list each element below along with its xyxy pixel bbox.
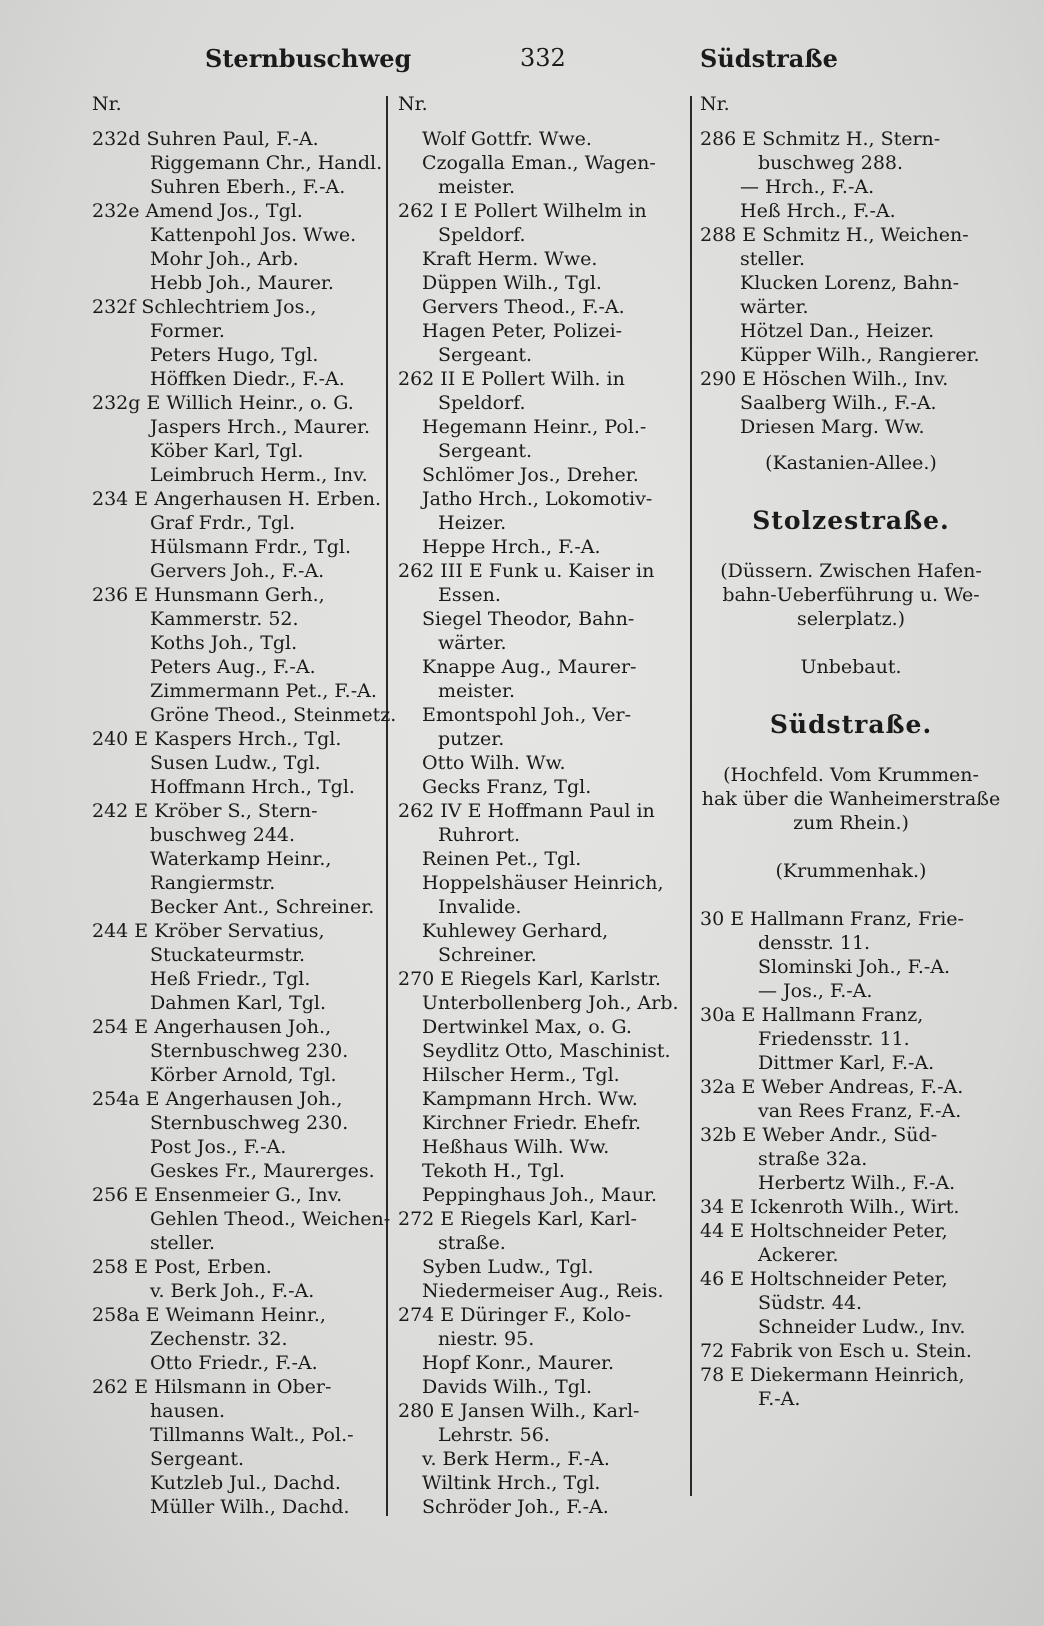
directory-entry-line: Kirchner Friedr. Ehefr.	[422, 1112, 642, 1134]
directory-entry-line: 32b E Weber Andr., Süd-	[700, 1124, 938, 1146]
directory-entry-line: Klucken Lorenz, Bahn-	[740, 272, 960, 294]
directory-entry-line: Kammerstr. 52.	[150, 608, 299, 630]
directory-entry-line: Becker Ant., Schreiner.	[150, 896, 375, 918]
entries-suedstrasse	[700, 907, 1002, 1411]
desc-line: zum Rhein.)	[793, 812, 909, 834]
directory-entry-line: buschweg 244.	[150, 824, 296, 846]
directory-entry-line: Heppe Hrch., F.-A.	[422, 536, 601, 558]
directory-entry-line: 262 III E Funk u. Kaiser in	[398, 560, 655, 582]
directory-entry-line: 272 E Riegels Karl, Karl-	[398, 1208, 637, 1230]
directory-entry-line: 30 E Hallmann Franz, Frie-	[700, 908, 964, 930]
directory-entry-line: Zimmermann Pet., F.-A.	[150, 680, 377, 702]
directory-entry-line: Essen.	[438, 584, 501, 606]
directory-entry-line: Kattenpohl Jos. Wwe.	[150, 224, 357, 246]
directory-entry-line: Jaspers Hrch., Maurer.	[150, 416, 371, 438]
directory-entry-line: Former.	[150, 320, 225, 342]
directory-entry-line: Kutzleb Jul., Dachd.	[150, 1472, 341, 1494]
directory-entry-line: straße 32a.	[758, 1148, 868, 1170]
directory-entry-line: Siegel Theodor, Bahn-	[422, 608, 635, 630]
nr-heading: Nr.	[92, 93, 122, 115]
directory-entry-line: Unterbollenberg Joh., Arb.	[422, 992, 679, 1014]
directory-entry-line: 72 Fabrik von Esch u. Stein.	[700, 1340, 972, 1362]
directory-entry-line: Saalberg Wilh., F.-A.	[740, 392, 937, 414]
directory-entry-line: Speldorf.	[438, 392, 526, 414]
directory-entry-line: Gervers Theod., F.-A.	[422, 296, 625, 318]
directory-entry-line: v. Berk Herm., F.-A.	[422, 1448, 610, 1470]
directory-entry-line: Hoffmann Hrch., Tgl.	[150, 776, 355, 798]
directory-entry-line: 234 E Angerhausen H. Erben.	[92, 488, 382, 510]
directory-entry-line: meister.	[438, 680, 516, 702]
directory-entry-line: Hebb Joh., Maurer.	[150, 272, 334, 294]
directory-entry-line: Invalide.	[438, 896, 522, 918]
directory-entry-line: Sternbuschweg 230.	[150, 1112, 349, 1134]
directory-entry-line: Gervers Joh., F.-A.	[150, 560, 325, 582]
directory-entry-line: Riggemann Chr., Handl.	[150, 152, 383, 174]
directory-entry-line: Czogalla Eman., Wagen-	[422, 152, 656, 174]
directory-entry-line: Ruhrort.	[438, 824, 521, 846]
directory-entry-line: Kuhlewey Gerhard,	[422, 920, 609, 942]
entries-sternbuschweg	[700, 127, 1002, 439]
directory-entry-line: Otto Wilh. Ww.	[422, 752, 566, 774]
directory-entry-line: Gehlen Theod., Weichen-	[150, 1208, 391, 1230]
directory-entry-line: Mohr Joh., Arb.	[150, 248, 299, 270]
directory-entry-line: Lehrstr. 56.	[438, 1424, 550, 1446]
directory-entry-line: — Jos., F.-A.	[758, 980, 873, 1002]
directory-entry-line: 30a E Hallmann Franz,	[700, 1004, 924, 1026]
directory-entry-line: straße.	[438, 1232, 506, 1254]
section-title-stolzestrasse: Stolzestraße.	[752, 506, 950, 535]
directory-entry-line: Wolf Gottfr. Wwe.	[422, 128, 592, 150]
nr-heading: Nr.	[398, 93, 428, 115]
nr-heading: Nr.	[700, 93, 730, 115]
directory-entry-line: 32a E Weber Andreas, F.-A.	[700, 1076, 964, 1098]
directory-entry-line: Friedensstr. 11.	[758, 1028, 910, 1050]
directory-entry-line: Zechenstr. 32.	[150, 1328, 288, 1350]
directory-entry-line: Suhren Eberh., F.-A.	[150, 176, 346, 198]
directory-entry-line: Dittmer Karl, F.-A.	[758, 1052, 935, 1074]
directory-entry-line: Peters Aug., F.-A.	[150, 656, 316, 678]
directory-entry-line: Stuckateurmstr.	[150, 944, 306, 966]
directory-entry-line: Schröder Joh., F.-A.	[422, 1496, 609, 1518]
directory-entry-line: steller.	[740, 248, 806, 270]
directory-entry-line: 44 E Holtschneider Peter,	[700, 1220, 948, 1242]
directory-entry-line: Hagen Peter, Polizei-	[422, 320, 623, 342]
running-head-left: Sternbuschweg	[205, 44, 412, 73]
directory-entry-line: Hötzel Dan., Heizer.	[740, 320, 935, 342]
directory-entry-line: Sergeant.	[438, 440, 532, 462]
desc-line: selerplatz.)	[796, 608, 906, 630]
directory-entry-line: 288 E Schmitz H., Weichen-	[700, 224, 969, 246]
directory-entry-line: Leimbruch Herm., Inv.	[150, 464, 368, 486]
directory-entry-line: 236 E Hunsmann Gerh.,	[92, 584, 325, 606]
directory-entry-line: — Hrch., F.-A.	[740, 176, 875, 198]
directory-entry-line: meister.	[438, 176, 516, 198]
directory-entry-line: Speldorf.	[438, 224, 526, 246]
directory-entry-line: densstr. 11.	[758, 932, 871, 954]
directory-entry-line: Höffken Diedr., F.-A.	[150, 368, 345, 390]
directory-entry-line: Geskes Fr., Maurerges.	[150, 1160, 375, 1182]
directory-entry-line: Waterkamp Heinr.,	[150, 848, 332, 870]
directory-entry-line: v. Berk Joh., F.-A.	[150, 1280, 315, 1302]
directory-entry-line: Kraft Herm. Wwe.	[422, 248, 598, 270]
directory-entry-line: 262 I E Pollert Wilhelm in	[398, 200, 647, 222]
directory-entry-line: 262 E Hilsmann in Ober-	[92, 1376, 332, 1398]
directory-entry-line: Gröne Theod., Steinmetz.	[150, 704, 397, 726]
directory-entry-line: Sergeant.	[150, 1448, 244, 1470]
directory-entry-line: Seydlitz Otto, Maschinist.	[422, 1040, 671, 1062]
directory-entry-line: Susen Ludw., Tgl.	[150, 752, 321, 774]
directory-entry-line: Dertwinkel Max, o. G.	[422, 1016, 632, 1038]
directory-entry-line: Schreiner.	[438, 944, 537, 966]
directory-entry-line: wärter.	[740, 296, 809, 318]
directory-entry-line: 274 E Düringer F., Kolo-	[398, 1304, 632, 1326]
directory-entry-line: Körber Arnold, Tgl.	[150, 1064, 337, 1086]
desc-line: hak über die Wanheimerstraße	[701, 788, 1001, 810]
directory-entry-line: Graf Frdr., Tgl.	[150, 512, 296, 534]
directory-entry-line: Tillmanns Walt., Pol.-	[150, 1424, 354, 1446]
directory-entry-line: F.-A.	[758, 1388, 801, 1410]
directory-entry-line: Knappe Aug., Maurer-	[422, 656, 637, 678]
directory-entry-line: steller.	[150, 1232, 216, 1254]
directory-entry-line: Heß Friedr., Tgl.	[150, 968, 311, 990]
directory-entry-line: Herbertz Wilh., F.-A.	[758, 1172, 956, 1194]
directory-entry-line: Kampmann Hrch. Ww.	[422, 1088, 638, 1110]
directory-entry-line: 78 E Diekermann Heinrich,	[700, 1364, 965, 1386]
directory-entry-line: 254a E Angerhausen Joh.,	[92, 1088, 343, 1110]
directory-entry-line: Hilscher Herm., Tgl.	[422, 1064, 620, 1086]
desc-line: (Hochfeld. Vom Krummen-	[723, 764, 979, 786]
directory-entry-line: Emontspohl Joh., Ver-	[422, 704, 632, 726]
directory-entry-line: 232e Amend Jos., Tgl.	[92, 200, 303, 222]
directory-entry-line: Rangiermstr.	[150, 872, 276, 894]
directory-entry-line: Driesen Marg. Ww.	[740, 416, 925, 438]
page-number: 332	[520, 44, 566, 72]
directory-entry-line: Köber Karl, Tgl.	[150, 440, 304, 462]
directory-entry-line: Slominski Joh., F.-A.	[758, 956, 951, 978]
directory-entry-line: 262 II E Pollert Wilh. in	[398, 368, 625, 390]
section-title-suedstrasse: Südstraße.	[769, 710, 933, 739]
directory-entry-line: Schlömer Jos., Dreher.	[422, 464, 639, 486]
column-2	[398, 92, 693, 1519]
directory-entry-line: Müller Wilh., Dachd.	[150, 1496, 350, 1518]
section-note-krummenhak: (Krummenhak.)	[775, 860, 927, 882]
directory-entry-line: 270 E Riegels Karl, Karlstr.	[398, 968, 661, 990]
directory-entry-line: 244 E Kröber Servatius,	[92, 920, 325, 942]
directory-entry-line: Schneider Ludw., Inv.	[758, 1316, 966, 1338]
directory-entry-line: Gecks Franz, Tgl.	[422, 776, 592, 798]
directory-entry-line: 46 E Holtschneider Peter,	[700, 1268, 948, 1290]
desc-line: bahn-Ueberführung u. We-	[722, 584, 980, 606]
directory-entry-line: Heßhaus Wilh. Ww.	[422, 1136, 610, 1158]
directory-entry-line: 258 E Post, Erben.	[92, 1256, 272, 1278]
column-1	[92, 92, 397, 1519]
directory-entry-line: Südstr. 44.	[758, 1292, 863, 1314]
directory-entry-line: Peters Hugo, Tgl.	[150, 344, 319, 366]
directory-entry-line: niestr. 95.	[438, 1328, 535, 1350]
directory-entry-line: Hülsmann Frdr., Tgl.	[150, 536, 351, 558]
unbebaut-note: Unbebaut.	[800, 656, 902, 678]
running-head-right: Südstraße	[700, 44, 838, 73]
directory-entry-line: 262 IV E Hoffmann Paul in	[398, 800, 655, 822]
directory-entry-line: Düppen Wilh., Tgl.	[422, 272, 602, 294]
directory-entry-line: 232d Suhren Paul, F.-A.	[92, 128, 319, 150]
directory-entry-line: hausen.	[150, 1400, 226, 1422]
section-note-kastanien: (Kastanien-Allee.)	[765, 452, 937, 474]
directory-entry-line: Hegemann Heinr., Pol.-	[422, 416, 647, 438]
directory-entry-line: Wiltink Hrch., Tgl.	[422, 1472, 601, 1494]
directory-entry-line: 290 E Höschen Wilh., Inv.	[700, 368, 949, 390]
column-divider-1	[386, 96, 388, 1516]
column-3	[700, 92, 1002, 1411]
directory-entry-line: Tekoth H., Tgl.	[422, 1160, 565, 1182]
directory-entry-line: van Rees Franz, F.-A.	[758, 1100, 962, 1122]
directory-entry-line: Reinen Pet., Tgl.	[422, 848, 582, 870]
directory-entry-line: putzer.	[438, 728, 505, 750]
directory-entry-line: Heß Hrch., F.-A.	[740, 200, 896, 222]
directory-entry-line: Heizer.	[438, 512, 507, 534]
directory-entry-line: Sternbuschweg 230.	[150, 1040, 349, 1062]
directory-entry-line: Niedermeiser Aug., Reis.	[422, 1280, 664, 1302]
directory-entry-line: 286 E Schmitz H., Stern-	[700, 128, 941, 150]
directory-entry-line: 280 E Jansen Wilh., Karl-	[398, 1400, 640, 1422]
directory-entry-line: 256 E Ensenmeier G., Inv.	[92, 1184, 343, 1206]
directory-entry-line: 258a E Weimann Heinr.,	[92, 1304, 326, 1326]
directory-entry-line: Hopf Konr., Maurer.	[422, 1352, 615, 1374]
directory-entry-line: Jatho Hrch., Lokomotiv-	[422, 488, 653, 510]
directory-entry-line: Koths Joh., Tgl.	[150, 632, 298, 654]
directory-entry-line: 34 E Ickenroth Wilh., Wirt.	[700, 1196, 960, 1218]
directory-entry-line: Post Jos., F.-A.	[150, 1136, 287, 1158]
directory-entry-line: Otto Friedr., F.-A.	[150, 1352, 318, 1374]
directory-entry-line: 232f Schlechtriem Jos.,	[92, 296, 317, 318]
directory-entry-line: Davids Wilh., Tgl.	[422, 1376, 592, 1398]
directory-entry-line: 242 E Kröber S., Stern-	[92, 800, 318, 822]
desc-line: (Düssern. Zwischen Hafen-	[720, 560, 982, 582]
directory-entry-line: 254 E Angerhausen Joh.,	[92, 1016, 332, 1038]
directory-entry-line: wärter.	[438, 632, 507, 654]
directory-entry-line: 240 E Kaspers Hrch., Tgl.	[92, 728, 342, 750]
directory-entry-line: Küpper Wilh., Rangierer.	[740, 344, 980, 366]
directory-entry-line: Hoppelshäuser Heinrich,	[422, 872, 664, 894]
directory-entry-line: Ackerer.	[758, 1244, 839, 1266]
directory-entry-line: 232g E Willich Heinr., o. G.	[92, 392, 354, 414]
directory-entry-line: Dahmen Karl, Tgl.	[150, 992, 327, 1014]
directory-entry-line: buschweg 288.	[758, 152, 904, 174]
directory-entry-line: Peppinghaus Joh., Maur.	[422, 1184, 658, 1206]
directory-entry-line: Syben Ludw., Tgl.	[422, 1256, 594, 1278]
directory-entry-line: Sergeant.	[438, 344, 532, 366]
